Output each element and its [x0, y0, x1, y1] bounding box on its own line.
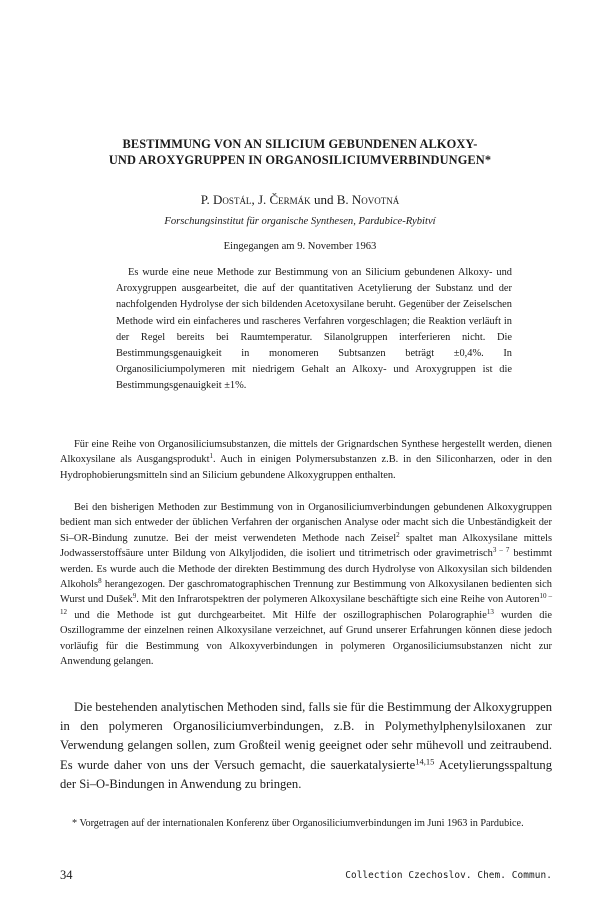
citation-superscript: 9: [132, 592, 137, 601]
journal-name: Collection Czechoslov. Chem. Commun.: [345, 870, 552, 881]
affiliation: Forschungsinstitut für organische Synthesen, Pardubice-Rybitví: [164, 216, 436, 227]
paragraph-text: Für eine Reihe von Organosiliciumsubstanzen, die mittels der Grignardschen Synthese hergestellt werden, dienen Alkoxysilane als Ausgangsprodukt: [60, 439, 552, 466]
paragraph-text: . Auch in einigen Polymersubstanzen z.B. in den Siliconharzen, oder in den Hydrophobierungsmitteln sind an Silicium gebundene Alkoxygruppen enthalten.: [60, 454, 552, 481]
received-date: Eingegangen am 9. November 1963: [223, 241, 377, 252]
author-2-name: Čermák: [269, 192, 311, 207]
paragraph-text: spaltet man Alkoxysilane mittels Jodwasserstoffsäure unter Bildung von Alkyljodiden, die isoliert und titrimetrisch oder gravimetrisch: [60, 532, 552, 560]
paragraph-text: herangezogen. Der gaschromatographischen Trennung zur Bestimmung von Alkoxysilanen bedienten sich Wurst und Dušek: [60, 579, 552, 606]
page-number: 34: [60, 868, 73, 882]
paragraph-text: Die bestehenden analytischen Methoden sind, falls sie für die Bestimmung der Alkoxygruppen in den polymeren Organosiliciumverbindungen, z.B. in Polymethylphenylsiloxanen zur Verwendung gelangen sollen, zum Großteil wenig geeignet oder sehr mühevoll und zeitraubend. Es wurde daher von uns der Versuch gemacht, die sauerkatalysierte: [60, 700, 552, 772]
paragraph-text: bestimmt werden. Es wurde auch die Methode der direkten Bestimmung des durch Hydrolyse von Alkoxysilan sich bildenden Alkohols: [60, 548, 552, 591]
paragraph-text: . Mit den Infrarotspektren der polymeren Alkoxysilane beschäftigte sich eine Reihe von Autoren: [136, 594, 540, 606]
author-separator-1: , J.: [251, 192, 270, 207]
article-title: [60, 136, 540, 168]
body-paragraph-3: [60, 698, 552, 794]
citation-superscript: 13: [486, 607, 494, 616]
citation-superscript: 14,15: [415, 755, 435, 766]
author-1-initial: P.: [200, 192, 214, 207]
body-paragraph-1: [60, 437, 552, 483]
author-list: [60, 192, 540, 208]
paragraph-text: Acetylierungsspaltung der Si–O-Bindungen in Anwendung zu bringen.: [60, 757, 552, 791]
citation-superscript: 8: [98, 577, 102, 586]
citation-superscript: 2: [396, 530, 400, 539]
abstract: Es wurde eine neue Methode zur Bestimmung von an Silicium gebundenen Alkoxy- und Aroxygruppen ausgearbeitet, die auf der quantitativen Acetylierung der Substanz und der nachfolgenden Hydrolyse der sich bildenden Acetoxysilane beruht. Gegenüber der Zeiselschen Methode wird ein einfacheres und rascheres Verfahren vorgeschlagen; die Reaktion verläuft in der Regel bereits bei Raumtemperatur. Silanolgruppen interferieren nicht. Die Bestimmungsgenauigkeit in monomeren Subtsanzen beträgt ±0,4%. In Organosiliciumpolymeren mit niedrigem Gehalt an Alkoxy- und Aroxygruppen ist die Bestimmungsgenauigkeit ±1%.: [116, 267, 512, 392]
body-paragraph-2: [60, 500, 552, 669]
author-3-name: Novotná: [351, 192, 400, 207]
author-separator-2: und B.: [310, 192, 352, 207]
paragraph-text: wurden die Oszillogramme der einzelnen reinen Alkoxysilane verzeichnet, auf Grund unserer Erfahrungen können diese jedoch vorläufig für die Bestimmung von Alkoxyverbindungen in polymeren Organosiliciumsubstanzen nicht zur Anwendung gelangen.: [60, 609, 552, 668]
paragraph-text: und die Methode ist gut durchgearbeitet. Mit Hilfe der oszillographischen Polarographie: [67, 609, 487, 621]
citation-superscript: 10 – 12: [60, 592, 553, 616]
paragraph-text: Bei den bisherigen Methoden zur Bestimmung von in Organosiliciumverbindungen gebundenen Alkoxygruppen bedient man sich entweder der üblichen Verfahren der organischen Analyse oder macht sich die Unbeständigkeit der Si–OR-Bindung zunutze. Bei der meist verwendeten Methode nach Zeisel: [60, 502, 552, 544]
author-1-name: Dostál: [213, 192, 252, 207]
citation-superscript: 1: [209, 452, 214, 461]
footnote: * Vorgetragen auf der internationalen Konferenz über Organosiliciumverbindungen im Juni 1963 in Pardubice.: [72, 818, 524, 829]
citation-superscript: 3 – 7: [492, 546, 510, 555]
title-line-1: BESTIMMUNG VON AN SILICIUM GEBUNDENEN ALKOXY-: [122, 137, 478, 151]
title-line-2: UND AROXYGRUPPEN IN ORGANOSILICIUMVERBINDUNGEN*: [108, 153, 492, 167]
